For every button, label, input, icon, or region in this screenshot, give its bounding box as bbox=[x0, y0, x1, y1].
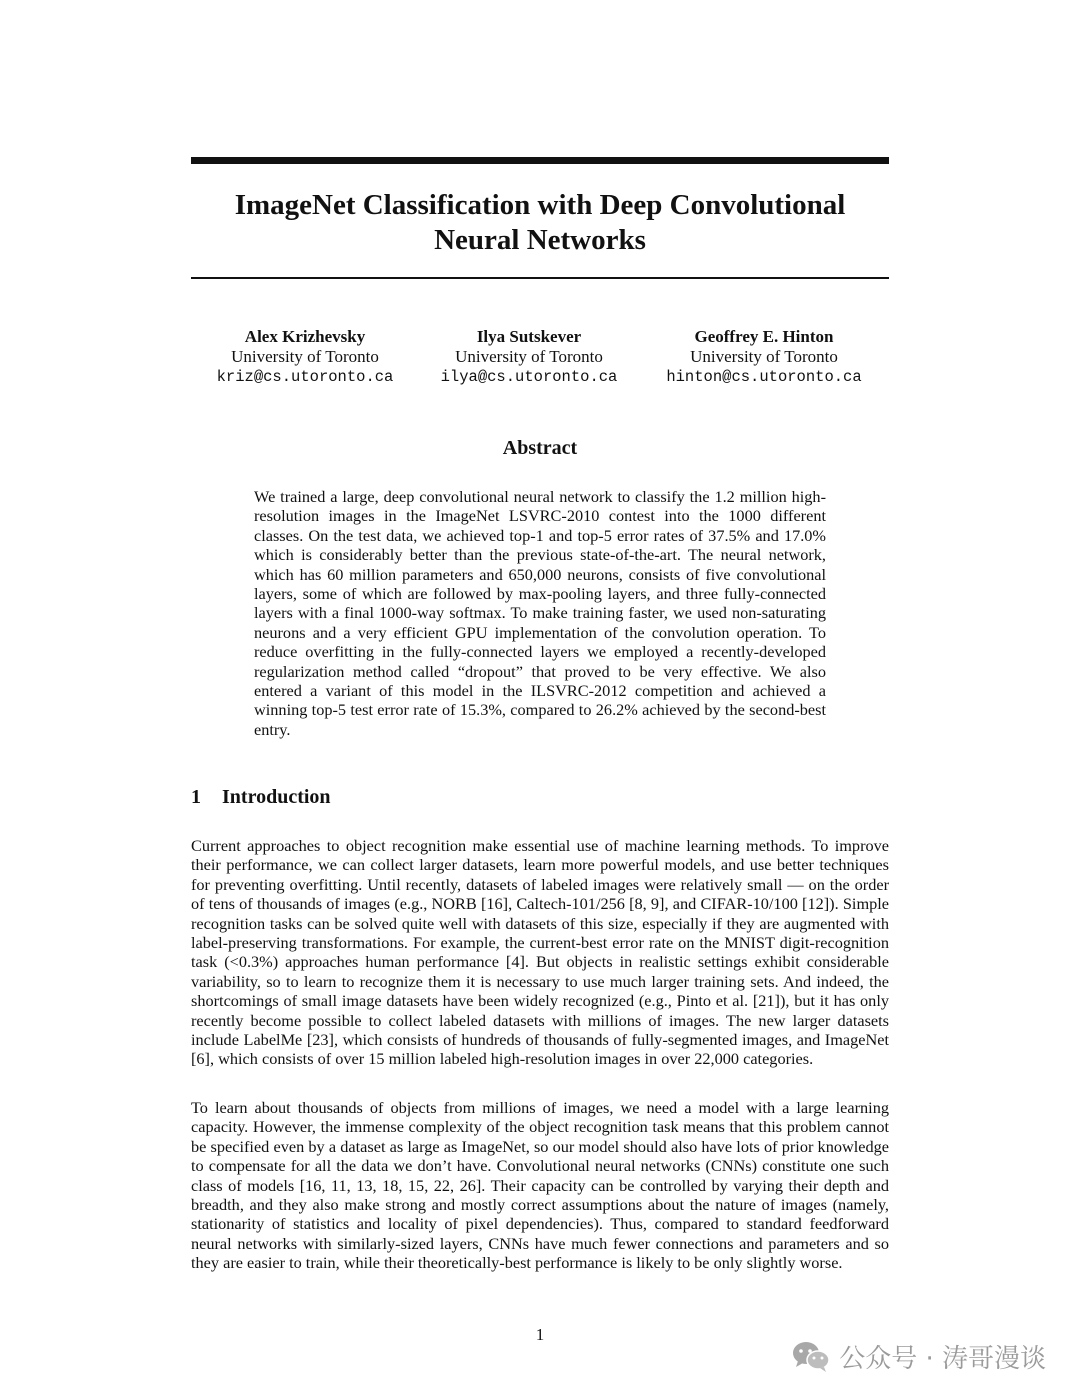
wechat-icon bbox=[791, 1339, 831, 1373]
section-title: Introduction bbox=[222, 786, 331, 808]
author-name: Alex Krizhevsky bbox=[244, 327, 366, 346]
author-block-2 bbox=[419, 327, 639, 387]
section-heading bbox=[191, 786, 331, 809]
author-block-1 bbox=[191, 327, 419, 387]
paper-title-line-1: ImageNet Classification with Deep Convolutional bbox=[234, 189, 846, 221]
page-number: 1 bbox=[535, 1325, 545, 1344]
watermark-text: 公众号 · 涛哥漫谈 bbox=[839, 1343, 1046, 1374]
abstract-text: We trained a large, deep convolutional neural network to classify the 1.2 million high-resolution images in the ImageNet LSVRC-2010 contest into the 1000 different classes. On the test data, we achieved top-1 and top-5 error rates of 37.5% and 17.0% which is considerably better than the previous state-of-the-art. The neural network, which has 60 million parameters and 650,000 neurons, consists of five convolutional layers, some of which are followed by max-pooling layers, and three fully-connected layers with a final 1000-way softmax. To make training faster, we used non-saturating neurons and a very efficient GPU implementation of the convolution operation. To reduce overfitting in the fully-connected layers we employed a recently-developed regularization method called “dropout” that proved to be very effective. We also entered a variant of this model in the ILSVRC-2012 competition and achieved a winning top-5 test error rate of 15.3%, compared to 26.2% achieved by the second-best entry. bbox=[254, 487, 826, 739]
section-number: 1 bbox=[191, 786, 201, 808]
body-paragraph-1: Current approaches to object recognition make essential use of machine learning methods. To improve their performance, we can collect larger datasets, learn more powerful models, and use better techniques for preventing overfitting. Until recently, datasets of labeled images were relatively small — on the order of tens of thousands of images (e.g., NORB [16], Caltech-101/256 [8, 9], and CIFAR-10/100 [12]). Simple recognition tasks can be solved quite well with datasets of this size, especially if they are augmented with label-preserving transformations. For example, the current-best error rate on the MNIST digit-recognition task (<0.3%) approaches human performance [4]. But objects in realistic settings exhibit considerable variability, so to learn to recognize them it is necessary to use much larger training sets. And indeed, the shortcomings of small image datasets have been widely recognized (e.g., Pinto et al. [21]), but it has only recently become possible to collect labeled datasets with millions of images. The new larger datasets include LabelMe [23], which consists of hundreds of thousands of fully-segmented images, and ImageNet [6], which consists of over 15 million labeled high-resolution images in over 22,000 categories. bbox=[191, 836, 889, 1069]
author-email: kriz@cs.utoronto.ca bbox=[216, 368, 394, 386]
abstract-heading: Abstract bbox=[502, 437, 578, 459]
author-block-3 bbox=[639, 327, 889, 387]
paper-title bbox=[191, 188, 889, 258]
author-affiliation: University of Toronto bbox=[455, 347, 603, 366]
author-affiliation: University of Toronto bbox=[231, 347, 379, 366]
watermark bbox=[791, 1338, 1046, 1374]
author-name: Ilya Sutskever bbox=[476, 327, 582, 346]
title-top-rule bbox=[191, 157, 889, 164]
title-bottom-rule bbox=[191, 277, 889, 279]
paper-title-line-2: Neural Networks bbox=[434, 224, 646, 256]
author-name: Geoffrey E. Hinton bbox=[694, 327, 834, 346]
body-paragraph-2: To learn about thousands of objects from millions of images, we need a model with a large learning capacity. However, the immense complexity of the object recognition task means that this problem cannot be specified even by a dataset as large as ImageNet, so our model should also have lots of prior knowledge to compensate for all the data we don’t have. Convolutional neural networks (CNNs) constitute one such class of models [16, 11, 13, 18, 15, 22, 26]. Their capacity can be controlled by varying their depth and breadth, and they also make strong and mostly correct assumptions about the nature of images (namely, stationarity of statistics and locality of pixel dependencies). Thus, compared to standard feedforward neural networks with similarly-sized layers, CNNs have much fewer connections and parameters and so they are easier to train, while their theoretically-best performance is likely to be only slightly worse. bbox=[191, 1098, 889, 1273]
author-email: hinton@cs.utoronto.ca bbox=[666, 368, 862, 386]
author-affiliation: University of Toronto bbox=[690, 347, 838, 366]
author-email: ilya@cs.utoronto.ca bbox=[440, 368, 618, 386]
